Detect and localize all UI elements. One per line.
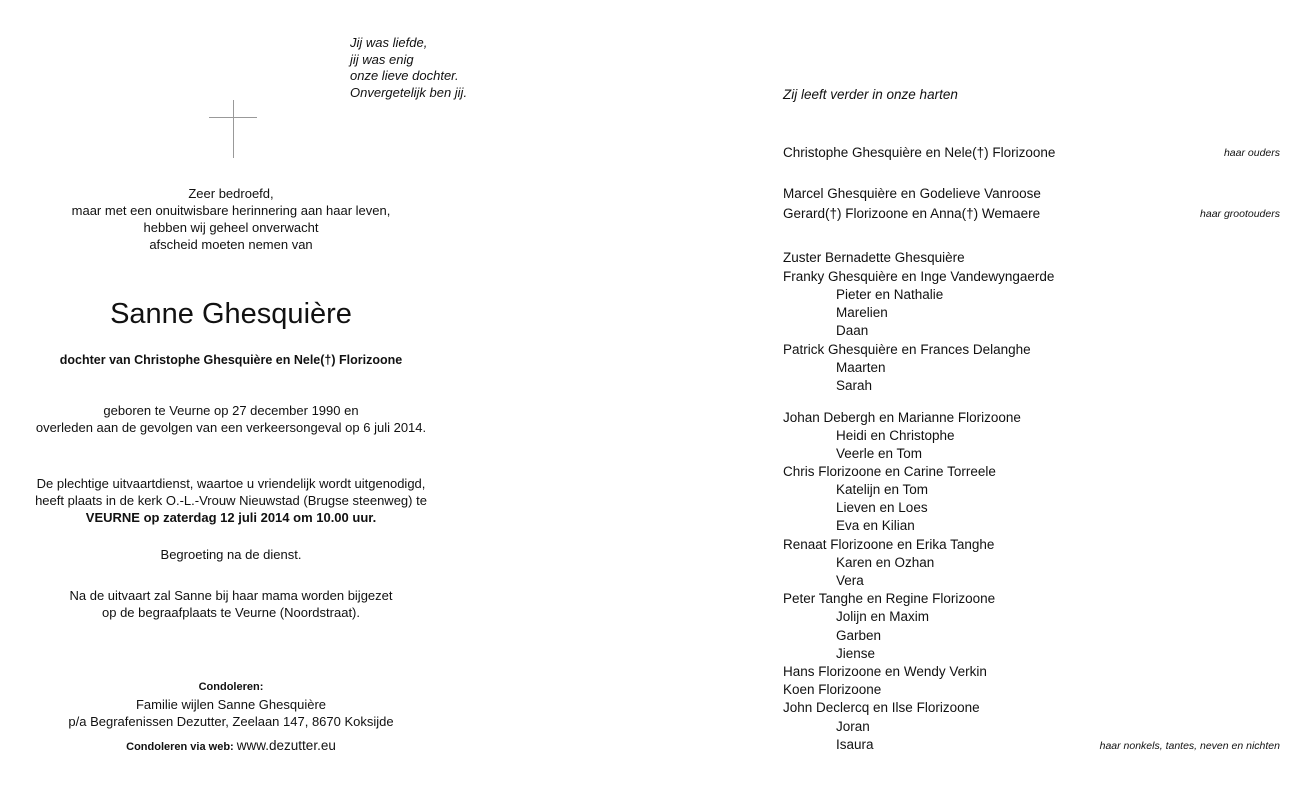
family-line: Marelien [836,305,888,320]
burial-line: Na de uitvaart zal Sanne bij haar mama worden bijgezet [69,588,393,603]
family-line: Chris Florizoone en Carine Torreele [783,464,996,479]
poem-line: Onvergetelijk ben jij. [350,84,468,100]
birth-death-text [0,402,462,436]
condolences-web-label: Condoleren via web: [126,741,234,753]
family-line: Hans Florizoone en Wendy Verkin [783,664,987,679]
intro-text [0,185,462,253]
family-line: John Declercq en Ilse Florizoone [783,700,980,715]
right-page [783,0,1283,797]
family-line: Johan Debergh en Marianne Florizoone [783,410,1021,425]
service-text [0,475,462,526]
condolences-title: Condoleren: [198,681,264,693]
family-role: haar ouders [1223,147,1280,159]
condolences-web-link[interactable]: www.dezutter.eu [236,738,336,753]
service-line: De plechtige uitvaartdienst, waartoe u vriendelijk wordt uitgenodigd, [36,476,426,491]
burial-line: op de begraafplaats te Veurne (Noordstraat). [102,605,360,620]
greeting-text: Begroeting na de dienst. [160,547,302,562]
family-line: Lieven en Loes [836,500,928,515]
family-role: haar nonkels, tantes, neven en nichten [1099,740,1280,752]
family-line: Eva en Kilian [836,518,915,533]
family-line: Katelijn en Tom [836,482,929,497]
family-line: Isaura [836,737,874,752]
family-line: Maarten [836,360,886,375]
service-date-line: VEURNE op zaterdag 12 juli 2014 om 10.00 uur. [85,510,377,525]
parents-line: dochter van Christophe Ghesquière en Nele(†) Florizoone [59,353,403,367]
family-line: Vera [836,573,864,588]
family-line: Koen Florizoone [783,682,882,697]
left-page [0,0,468,797]
family-line: Garben [836,628,882,643]
family-line: Veerle en Tom [836,446,923,461]
family-line: Gerard(†) Florizoone en Anna(†) Wemaere [783,206,1041,221]
burial-text [0,587,462,621]
condolences-web [0,737,462,756]
condolences-line: Familie wijlen Sanne Ghesquière [135,697,327,712]
family-line: Patrick Ghesquière en Frances Delanghe [783,342,1031,357]
cross-icon [209,100,257,158]
intro-line: hebben wij geheel onverwacht [143,220,319,235]
poem-line: onze lieve dochter. [350,68,459,83]
family-line: Zuster Bernadette Ghesquière [783,250,965,265]
family-line: Jiense [836,646,876,661]
deceased-name: Sanne Ghesquière [110,298,352,330]
intro-line: maar met een onuitwisbare herinnering aan haar leven, [71,203,391,218]
poem-line: Jij was liefde, [350,35,428,50]
birth-line: geboren te Veurne op 27 december 1990 en [103,403,359,418]
intro-line: Zeer bedroefd, [188,186,274,201]
family-line: Marcel Ghesquière en Godelieve Vanroose [783,186,1041,201]
family-role: haar grootouders [1200,208,1280,220]
family-line: Heidi en Christophe [836,428,955,443]
family-line: Christophe Ghesquière en Nele(†) Florizoone [783,145,1056,160]
family-line: Franky Ghesquière en Inge Vandewyngaerde [783,269,1055,284]
family-line: Daan [836,323,869,338]
family-tagline: Zij leeft verder in onze harten [783,87,958,102]
death-line: overleden aan de gevolgen van een verkeersongeval op 6 juli 2014. [35,420,427,435]
family-line: Jolijn en Maxim [836,609,930,624]
condolences-line: p/a Begrafenissen Dezutter, Zeelaan 147, 8670 Koksijde [68,714,394,729]
family-line: Peter Tanghe en Regine Florizoone [783,591,996,606]
family-line: Sarah [836,378,873,393]
poem [350,35,467,101]
family-line: Renaat Florizoone en Erika Tanghe [783,537,995,552]
family-line: Karen en Ozhan [836,555,935,570]
family-line: Pieter en Nathalie [836,287,944,302]
poem-line: jij was enig [350,51,414,67]
family-line: Joran [836,719,870,734]
intro-line: afscheid moeten nemen van [149,237,313,252]
service-line: heeft plaats in de kerk O.-L.-Vrouw Nieuwstad (Brugse steenweg) te [35,493,427,508]
condolences-address [0,696,462,730]
